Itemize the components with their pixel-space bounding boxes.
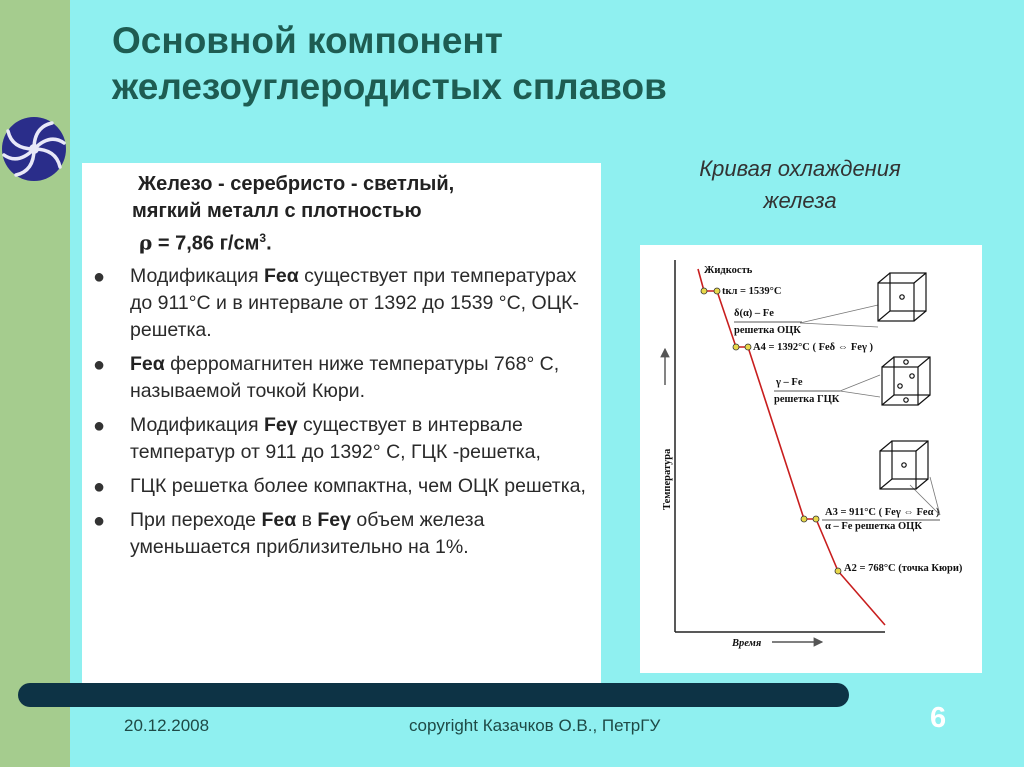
bullet-text: существует в интервале температур от 911 до 1392° С, ГЦК -решетка, — [130, 414, 541, 463]
plateau-marker-a4-start — [733, 344, 739, 350]
fcc-cube-icon — [882, 357, 930, 405]
bullet-item — [82, 351, 601, 405]
bullet-text: в — [296, 509, 318, 531]
bullet-text: ферромагнитен ниже температуры 768° С, называемой точкой Кюри. — [130, 353, 560, 402]
density-value: = 7,86 г/см — [152, 232, 260, 255]
bullet-term: Feα — [130, 353, 165, 375]
bullet-dot-icon: ● — [93, 354, 106, 376]
bullet-item — [82, 412, 601, 466]
slide-title — [112, 18, 667, 110]
plateau-marker-a4-end — [745, 344, 751, 350]
density-symbol: ρ — [139, 230, 153, 255]
bullet-text: Модификация — [130, 414, 264, 436]
bullet-term: Feγ — [263, 414, 298, 436]
bullet-text: существует при температурах до 911°С и в интервале от 1392 до 1539 °С, ОЦК- решетка. — [130, 265, 579, 341]
gamma-lattice-label: решетка ГЦК — [774, 394, 840, 405]
intro-line-1: Железо - серебристо - светлый, — [138, 173, 455, 195]
bullet-term: Feγ — [317, 509, 351, 531]
delta-lattice-label: решетка ОЦК — [734, 325, 801, 336]
cooling-curve-diagram — [640, 245, 982, 673]
liquid-label: Жидкость — [704, 265, 753, 276]
melt-temp-label: tкл = 1539°С — [722, 286, 782, 297]
bullet-dot-icon: ● — [93, 415, 106, 437]
footer-date: 20.12.2008 — [124, 716, 210, 735]
figure-caption — [640, 153, 960, 217]
density-formula — [139, 225, 272, 258]
gamma-iron-label: γ – Fe — [776, 377, 803, 388]
bullet-item — [82, 473, 601, 500]
density-exponent: 3 — [259, 231, 267, 245]
bcc-cube-icon — [880, 441, 928, 489]
slide-number: 6 — [930, 702, 947, 734]
bullet-term: Feα — [263, 265, 299, 287]
plateau-marker-a3-end — [813, 516, 819, 522]
a4-label: A4 = 1392°С ( Feδ ⇔ Feγ ) — [753, 342, 873, 353]
bullet-dot-icon: ● — [93, 476, 106, 498]
plateau-marker-melt-start — [701, 288, 707, 294]
swirl-logo-icon — [0, 115, 68, 183]
text-panel — [82, 163, 601, 691]
bullet-text: Модификация — [130, 265, 264, 287]
plateau-marker-melt-end — [714, 288, 720, 294]
y-axis-label: Температура — [662, 448, 673, 510]
footer-divider-bar — [18, 683, 849, 707]
marker-a2 — [835, 568, 841, 574]
title-line-1: Основной компонент — [112, 20, 503, 61]
bullet-dot-icon: ● — [93, 510, 106, 532]
cooling-curve-figure — [640, 245, 982, 673]
footer-copyright: copyright Казачков О.В., ПетрГУ — [409, 716, 661, 735]
a2-label: A2 = 768°С (точка Кюри) — [844, 563, 963, 574]
bullet-dot-icon: ● — [93, 266, 106, 288]
bullet-list — [82, 263, 601, 568]
title-line-2: железоуглеродистых сплавов — [112, 66, 667, 107]
caption-line-1: Кривая охлаждения — [699, 156, 901, 181]
bullet-text: ГЦК решетка более компактна, чем ОЦК решетка, — [130, 475, 586, 497]
delta-iron-label: δ(α) – Fe — [734, 308, 774, 319]
plateau-marker-a3-start — [801, 516, 807, 522]
x-axis-label: Время — [732, 638, 762, 649]
bullet-term: Feα — [261, 509, 297, 531]
intro-line-2: мягкий металл с плотностью — [132, 200, 422, 222]
caption-line-2: железа — [763, 188, 837, 213]
bullet-item — [82, 507, 601, 561]
bcc-cube-icon — [878, 273, 926, 321]
bullet-item — [82, 263, 601, 344]
alpha-lattice-label: α – Fe решетка ОЦК — [825, 521, 922, 532]
bullet-text: объем железа уменьшается приблизительно на 1%. — [130, 509, 485, 558]
density-end: . — [266, 232, 272, 255]
a3-label: A3 = 911°С ( Feγ ⇔ Feα ) — [825, 507, 940, 518]
bullet-text: При переходе — [130, 509, 262, 531]
